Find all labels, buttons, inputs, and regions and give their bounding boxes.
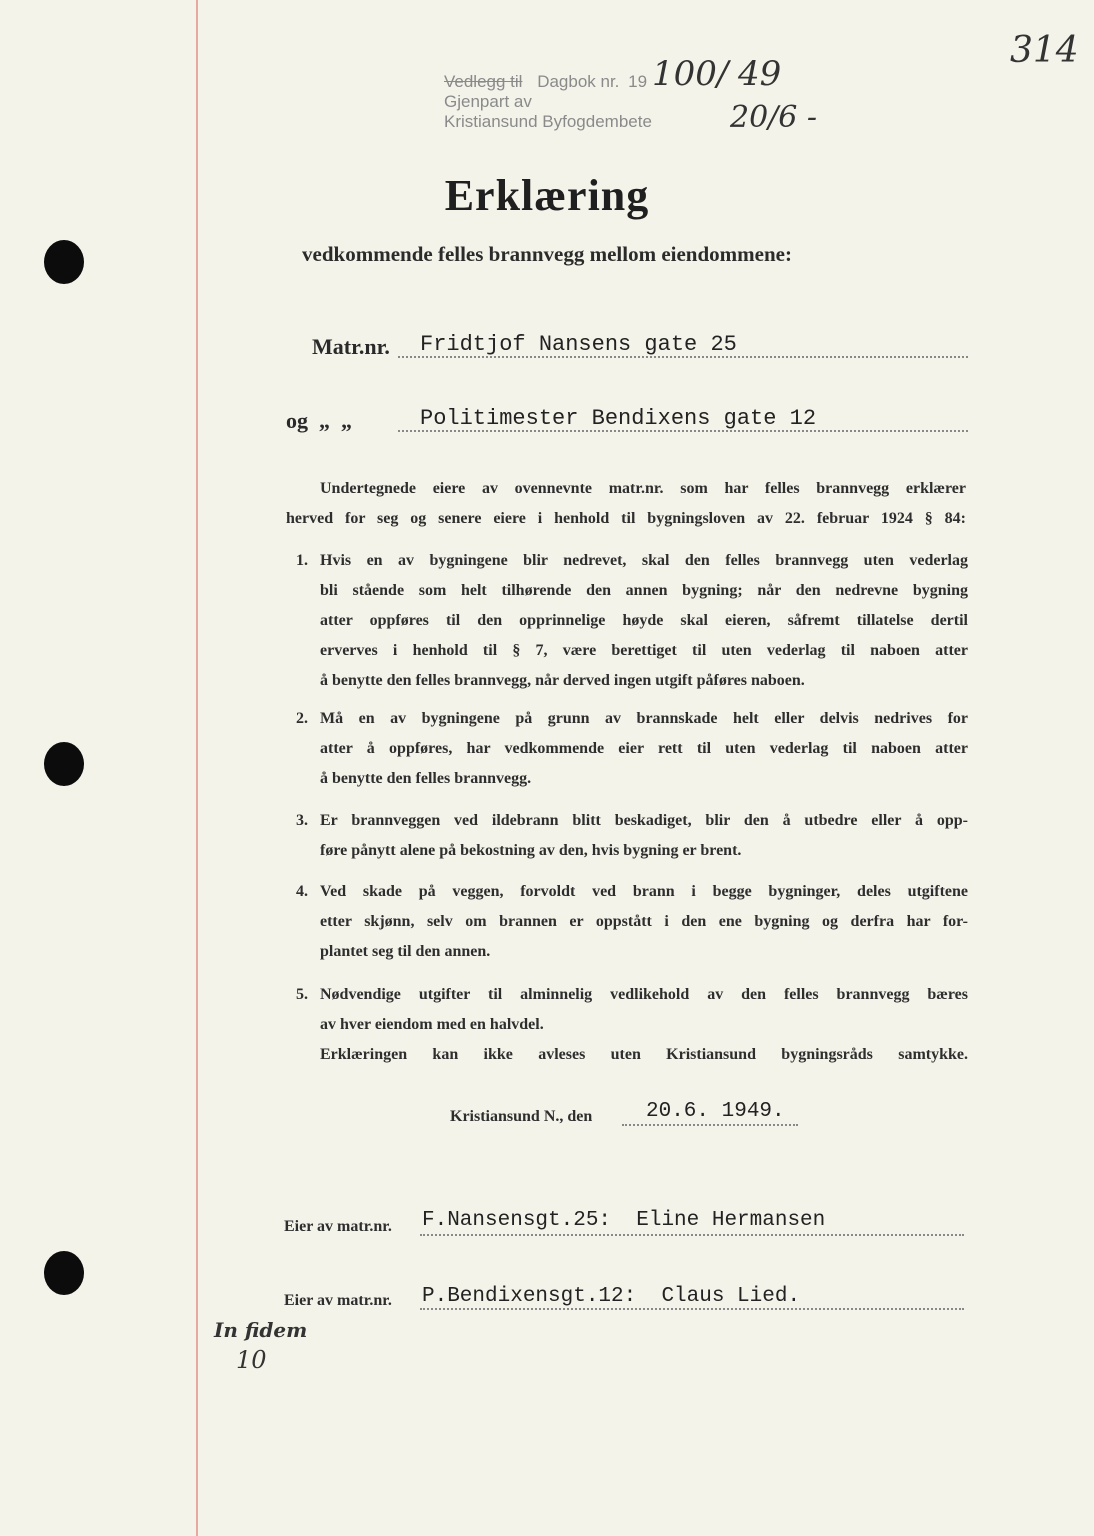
date-dotted-line: [622, 1124, 798, 1126]
clause-line: Ved skade på veggen, forvoldt ved brann i begge bygninger, deles utgiftene: [320, 883, 968, 900]
owner1-label: Eier av matr.nr.: [284, 1218, 392, 1235]
property1-dotted-line: [398, 356, 968, 358]
clause-4: [320, 877, 968, 967]
property1-label: Matr.nr.: [312, 334, 390, 359]
property2-value: Politimester Bendixens gate 12: [420, 406, 817, 431]
clause-line: atter oppføres til den opprinnelige høyde skal eieren, såfremt tillatelse dertil: [320, 612, 968, 629]
intro-line: herved for seg og senere eiere i henhold til bygningsloven av 22. februar 1924 § 84:: [286, 510, 966, 527]
clause-2: [320, 704, 968, 794]
clause-line: føre pånytt alene på bekostning av den, hvis bygning er brent.: [320, 842, 742, 859]
clause-number: 4.: [296, 883, 308, 900]
annotation-number: 10: [236, 1346, 267, 1374]
clause-number: 3.: [296, 812, 308, 829]
clause-number: 2.: [296, 710, 308, 727]
clause-line: å benytte den felles brannvegg.: [320, 770, 532, 787]
clause-line: erverves i henhold til § 7, være berettiget til uten vederlag til naboen atter: [320, 642, 968, 659]
owner2-value: P.Bendixensgt.12: Claus Lied.: [422, 1285, 801, 1308]
clause-5: [320, 980, 968, 1070]
punch-hole-middle: [44, 742, 84, 786]
document-title: Erklæring: [444, 171, 650, 220]
stamp-struck-text: Vedlegg til: [444, 72, 523, 91]
stamp-office: Kristiansund Byfogdembete: [444, 112, 652, 131]
handwritten-year: 49: [738, 54, 782, 94]
punch-hole-bottom: [44, 1251, 84, 1295]
property2-dotted-line: [398, 430, 968, 432]
clause-line: Må en av bygningene på grunn av brannskade helt eller delvis nedrives for: [320, 710, 968, 727]
clause-number: 1.: [296, 552, 308, 569]
annotation-in-fidem: In fidem: [214, 1318, 308, 1342]
clause-line: Hvis en av bygningene blir nedrevet, skal den felles brannvegg uten vederlag: [320, 552, 968, 569]
clause-line: atter å oppføres, har vedkommende eier rett til uten vederlag til naboen atter: [320, 740, 968, 757]
clause-number: 5.: [296, 986, 308, 1003]
place-date-value: 20.6. 1949.: [646, 1100, 785, 1123]
margin-rule: [196, 0, 198, 1536]
owner1-value: F.Nansensgt.25: Eline Hermansen: [422, 1209, 826, 1232]
clause-line: av hver eiendom med en halvdel.: [320, 1016, 544, 1033]
clause-3: [320, 806, 968, 866]
handwritten-date: 20/6 -: [730, 100, 818, 135]
clause-line: å benytte den felles brannvegg, når derved ingen utgift påføres naboen.: [320, 672, 805, 689]
clause-1: [320, 546, 968, 696]
property1-value: Fridtjof Nansens gate 25: [420, 332, 737, 357]
intro-paragraph: [286, 474, 966, 534]
property2-label: og „ „: [286, 408, 352, 433]
handwritten-dagbok-number: 100/: [652, 54, 729, 94]
clause-line: etter skjønn, selv om brannen er oppstått i den ene bygning og derfra har for-: [320, 913, 968, 930]
stamp-gjenpart: Gjenpart av: [444, 92, 532, 111]
stamp-year-prefix: 19: [628, 72, 648, 91]
clause-line: Nødvendige utgifter til alminnelig vedlikehold av den felles brannvegg bæres: [320, 986, 968, 1003]
clause-line: bli stående som helt tilhørende den annen bygning; når den nedrevne bygning: [320, 582, 968, 599]
page-number: 314: [1010, 30, 1079, 71]
registry-stamp: [444, 72, 652, 132]
owner2-dotted-line: [420, 1308, 964, 1310]
document-subtitle: vedkommende felles brannvegg mellom eiendommene:: [302, 242, 792, 266]
owner2-label: Eier av matr.nr.: [284, 1292, 392, 1309]
stamp-dagbok-label: Dagbok nr.: [537, 72, 620, 91]
clause-line: plantet seg til den annen.: [320, 943, 491, 960]
owner1-dotted-line: [420, 1234, 964, 1236]
intro-line: Undertegnede eiere av ovennevnte matr.nr. som har felles brannvegg erklærer: [320, 480, 966, 497]
clause-line: Er brannveggen ved ildebrann blitt beskadiget, blir den å utbedre eller å opp-: [320, 812, 968, 829]
place-date-label: Kristiansund N., den: [450, 1108, 593, 1125]
clause-line: Erklæringen kan ikke avleses uten Kristiansund bygningsråds samtykke.: [320, 1046, 968, 1063]
